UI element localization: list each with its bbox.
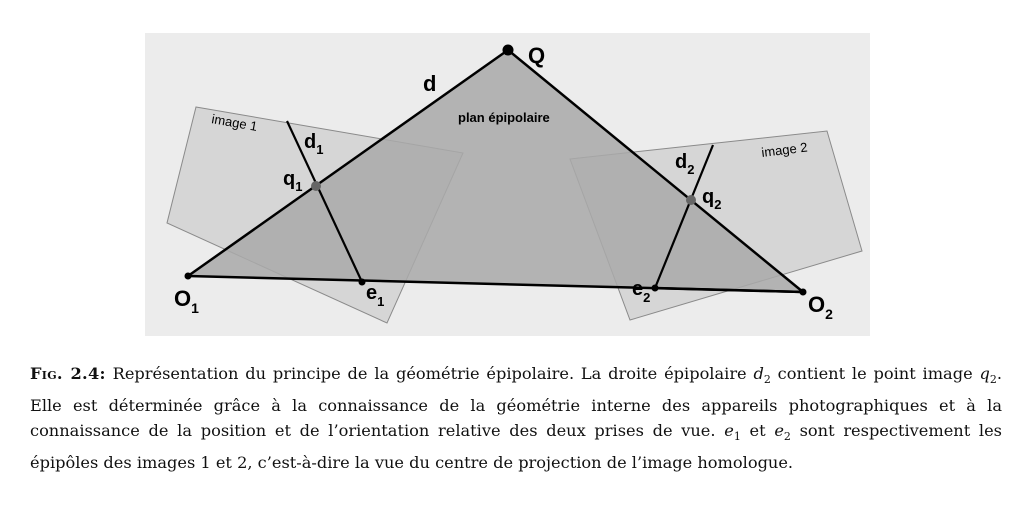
label-plan-epipolaire: plan épipolaire: [458, 110, 550, 125]
point-e1: [359, 279, 366, 286]
caption-text: sont respectivement les épipôles des images 1 et 2, c’est-à-dire la vue du centre de projection de l’image homologue.: [30, 421, 1002, 472]
label-d: d: [423, 71, 437, 96]
label-O2: $O_2$: [808, 292, 833, 322]
label-q1: $q_1$: [283, 168, 303, 194]
label-image-2: image 2: [760, 139, 809, 160]
epipolar-geometry-diagram: [145, 33, 870, 336]
label-d2: $d_2$: [675, 151, 695, 177]
label-e2: $e_2$: [632, 278, 651, 305]
point-Q: [503, 45, 514, 56]
point-O2: [800, 289, 807, 296]
label-q2: $q_2$: [702, 186, 722, 212]
caption-text: et: [740, 421, 775, 441]
var-q2: $q_2$: [979, 364, 997, 387]
caption-text: Représentation du principe de la géométrie épipolaire. La droite épipolaire: [105, 364, 754, 383]
figure-panel: [145, 33, 870, 336]
caption-label: Fig. 2.4:: [30, 364, 106, 383]
var-e1: $e_1$: [724, 421, 741, 444]
label-d1: $d_1$: [304, 131, 324, 157]
point-q1: [311, 181, 321, 191]
label-image-1: image 1: [210, 111, 259, 134]
label-e1: $e_1$: [366, 282, 385, 309]
point-O1: [185, 273, 192, 280]
caption-text: contient le point image: [770, 364, 980, 383]
label-O1: $O_1$: [174, 286, 199, 316]
caption-text: . Elle est déterminée grâce à la connaissance de la géométrie interne des appareils photographiques et à la connaissance de la position et de l’orientation relative des deux prises de vue.: [30, 364, 1003, 441]
var-d2: $d_2$: [753, 364, 771, 387]
figure-caption: [30, 361, 1002, 475]
label-Q: Q: [528, 43, 546, 68]
point-e2: [652, 285, 659, 292]
point-q2: [686, 195, 696, 205]
var-e2: $e_2$: [774, 421, 791, 444]
